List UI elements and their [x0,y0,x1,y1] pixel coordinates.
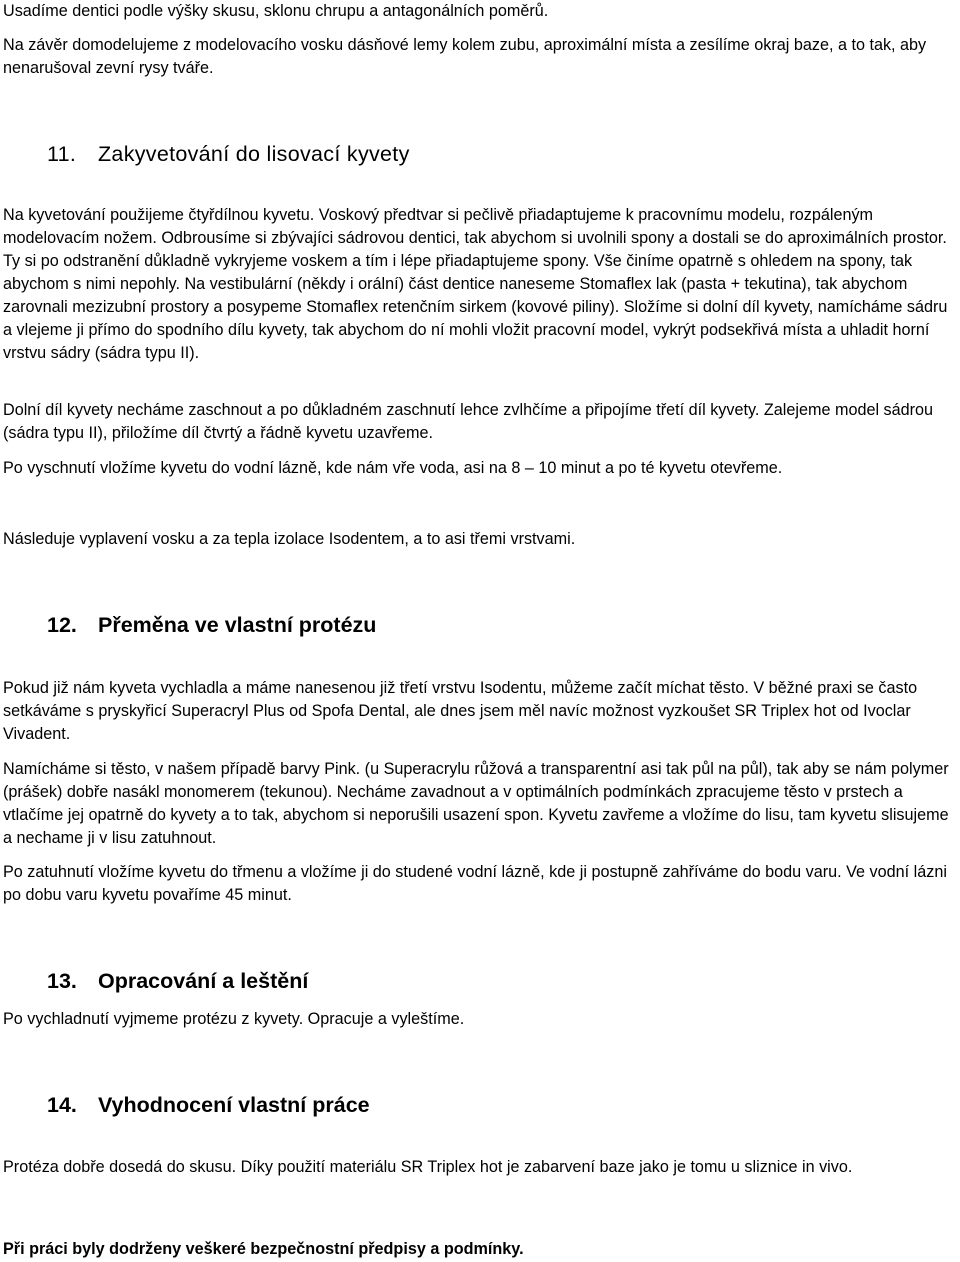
section-14-number: 14. [47,1093,77,1117]
section-12-number: 12. [47,613,77,637]
section-11-paragraph-1: Na kyvetování použijeme čtyřdílnou kyvetu. Voskový předtvar si pečlivě přiadaptujeme k pracovnímu modelu, rozpáleným modelovacím nožem. Odbrousíme si zbývajíci sádrovou dentici, tak abychom si uvolnili spony a dostali se do aproximálních prostor. Ty si po odstranění důkladně vykryjeme voskem a tím i lépe přiadaptujeme spony. Vše činíme opatrně s ohledem na spony, tak abychom s nimi nepohly. Na vestibulární (někdy i orální) část dentice naneseme Stomaflex lak (pasta + tekutina), tak abychom zarovnali mezizubní prostory a posypeme Stomaflex retenčním sirkem (kovové piliny). Složíme si dolní díl kyvety, namícháme sádru a vlejeme ji přímo do spodního dílu kyvety, tak abychom do ní mohli vložit pracovní model, vykrýt podsekřivá místa a uhladit horní vrstvu sádry (sádra typu II). [3,206,948,362]
section-12-paragraph-1: Pokud již nám kyveta vychladla a máme nanesenou již třetí vrstvu Isodentu, můžeme začít míchat těsto. V běžné praxi se často setkáváme s pryskyřicí Superacryl Plus od Spofa Dental, ale dnes jsem měl navíc možnost vyzkoušet SR Triplex hot od Ivoclar Vivadent. [3,679,918,743]
intro-paragraph-1: Usadíme dentici podle výšky skusu, sklonu chrupu a antagonálních poměrů. [3,2,549,20]
section-12-paragraph-3: Po zatuhnutí vložíme kyvetu do třmenu a vložíme ji do studené vodní lázně, kde ji postupně zahříváme do bodu varu. Ve vodní lázni po dobu varu kyvetu povaříme 45 minut. [3,863,947,904]
section-11-title: Zakyvetování do lisovací kyvety [98,142,410,166]
section-13-title: Opracování a leštění [98,969,309,993]
section-14-paragraph-1: Protéza dobře dosedá do skusu. Díky použití materiálu SR Triplex hot je zabarvení baze jako je tomu u sliznice in vivo. [3,1158,853,1176]
closing-statement: Při práci byly dodrženy veškeré bezpečnostní předpisy a podmínky. [3,1240,524,1258]
section-11-paragraph-2: Dolní díl kyvety necháme zaschnout a po důkladném zaschnutí lehce zvlhčíme a připojíme třetí díl kyvety. Zalejeme model sádrou (sádra typu II), přiložíme díl čtvrtý a řádně kyvetu uzavřeme. [3,401,934,442]
section-12-title: Přeměna ve vlastní protézu [98,613,377,637]
section-11-paragraph-3: Po vyschnutí vložíme kyvetu do vodní lázně, kde nám vře voda, asi na 8 – 10 minut a po té kyvetu otevřeme. [3,459,783,477]
section-13-paragraph-1: Po vychladnutí vyjmeme protézu z kyvety. Opracuje a vyleštíme. [3,1010,465,1028]
section-13-number: 13. [47,969,77,993]
section-11-paragraph-4: Následuje vyplavení vosku a za tepla izolace Isodentem, a to asi třemi vrstvami. [3,530,576,548]
section-14-title: Vyhodnocení vlastní práce [98,1093,370,1117]
intro-paragraph-2: Na závěr domodelujeme z modelovacího vosku dásňové lemy kolem zubu, aproximální místa a zesílíme okraj baze, a to tak, aby nenarušoval zevní rysy tváře. [3,36,927,77]
section-11-number: 11. [47,142,77,166]
section-12-paragraph-2: Namícháme si těsto, v našem případě barvy Pink. (u Superacrylu růžová a transparentní asi tak půl na půl), tak aby se nám polymer (prášek) dobře nasákl monomerem (tekunou). Necháme zavadnout a v optimálních podmínkách zpracujeme těsto v prstech a vtlačíme jej opatrně do kyvety a to tak, abychom si neporušili usazení spon. Kyvetu zavřeme a vložíme do lisu, tam kyvetu slisujeme a nechame ji v lisu zatuhnout. [3,760,949,847]
